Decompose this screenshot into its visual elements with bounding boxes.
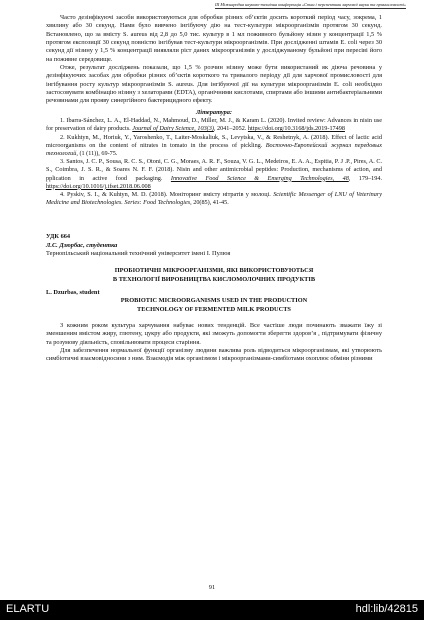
- reference-list: [46, 117, 382, 207]
- reference-item: 3. Santos, J. C. P., Sousa, R. C. S., Otoni, C. G., Moraes, A. R. F., Souza, V. G. L., Medeiros, E. A. A., Espitia, P. J .P., Pires, A. C. S., Coimbra, J. S. R., & Soares N. F. F. (2018). Nisin and other antimicrobial peptides: Production, mechanisms of action, and pplication in active food packaging. Innovative Food Science & Emerging Technologies, 48, 179–194. https://doi.org/10.1016/j.ifset.2018.06.008: [46, 158, 382, 190]
- literature-heading: Література:: [195, 108, 233, 116]
- main-paragraph-1: З кожним роком культура харчування набуває нових тенденцій. Все частіше люди починають зважати їжу зі зменшеним вмістом жиру, глютену, цукру або продукти, які зможуть допомогти зберегти здоров’я , підтримувати фізичну та розумову діяльність, сповільнювати процеси старіння.: [46, 322, 382, 346]
- author-en: L. Dzurbas, student: [46, 289, 100, 297]
- repository-footer-bar: [0, 600, 424, 620]
- page-number: 91: [208, 584, 216, 591]
- intro-paragraph-1: Часто дезінфікуючі засоби використовуються для обробки різних об’єктів досить короткий період часу, зокрема, 1 хвилину або 30 секунд. Нами було вивчено інгібуючу дію на тест-культури мікроорганізмів протягом 30 секунд. Встановлено, що за вмісту S. aureus від 2,8 до 5,0 тис. культур в 1 мл поживного бульйону нізин у концентрації 1,5 % протягом експозиції 30 секунд повністю інгібував тест-культури мікроорганізмів. При дослідженні штамів E. coli через 30 секунд дії нізину у 1,5 % концентрації виявляли ріст даних мікроорганізмів у досліджуваному бульйоні при пересіві його на поживне середовище.: [46, 14, 382, 63]
- article-title-en-line-2: TECHNOLOGY OF FERMENTED MILK PRODUCTS: [137, 305, 291, 313]
- article-title-ua-line-2: В ТЕХНОЛОГІЇ ВИРОБНИЦТВА КИСЛОМОЛОЧНИХ ПРОДУКТІВ: [112, 275, 316, 283]
- reference-journal: Scientific Messenger of LNU of Veterinary Medicine and Biotechnologies. Series: Food Technologies: [46, 190, 383, 207]
- repository-name: ELARTU: [6, 603, 50, 615]
- reference-item: 4. Pyskiv, S. I., & Kuhtyn, M. D. (2018). Моніторинг вмісту нітратів у молоці. Scientific Messenger of LNU of Veterinary Medicine and Biotechnologies. Series: Food Technologies, 20(85), 41-45.: [46, 190, 383, 207]
- reference-item: 1. Ibarra-Sánchez, L. A., El-Haddad, N., Mahmoud, D., Miller, M. J., & Karam L. (2020). Invited review: Advances in nisin use for preservation of dairy products. Journal of Dairy Science, 103(3), 2041–2052. https://doi.org/10.3168/jds.2019-17498: [46, 117, 382, 133]
- main-paragraph-2: Для забезпечення нормальної функції організму людини важлива роль відводиться мікроорганізмам, які утворюють симбіотичні взаємовідносини з ним. Взаємодія між організмом і мікроорганізмами-симбіотами охоплює обміни різними: [46, 347, 382, 363]
- document-body: [46, 14, 382, 364]
- reference-journal: Восточно-Европейский журнал передовых технологий: [46, 141, 383, 157]
- reference-item: 2. Kukhtyn, M., Horiuk, Y., Yaroshenko, T., Laiter-Moskaliuk, S., Levytska, V., & Reshetnyk, A. (2018). Effect of lactic acid microorganisms on the content of nitrates in tomato in the process of pickling. Восточно-Европейский журнал передовых технологий, (1 (11)), 69-75.: [46, 133, 383, 157]
- article-title-en-line-1: PROBIOTIC MICROORGANISMS USED IN THE PRODUCTION: [120, 297, 308, 305]
- running-header: III Міжнародна науково-технічна конференція «Стан і перспективи харчової науки та промисловості»: [214, 2, 406, 7]
- doi-link[interactable]: https://doi.org/10.1016/j.ifset.2018.06.008: [46, 182, 151, 190]
- reference-journal: Innovative Food Science & Emerging Technologies, 48: [170, 174, 349, 182]
- affiliation: Тернопільський національний технічний університет імені І. Пулюя: [46, 250, 231, 258]
- doi-link[interactable]: https://doi.org/10.3168/jds.2019-17498: [247, 125, 345, 133]
- author-ua: Л.С. Дзюрбас, студентка: [46, 241, 118, 249]
- article-title-ua-line-1: ПРОБІОТИЧНІ МІКРООРГАНІЗМИ, ЯКІ ВИКОРИСТОВУЮТЬСЯ: [114, 267, 314, 275]
- intro-paragraph-2: Отже, результат досліджень показали, що 1,5 % розчин нізину може бути використаний як діюча речовина у дезінфікуючих засобах для обробки різних об’єктів короткого та тривалого періоду дії для харчової промисловості для інгібування росту культур мікроорганізмів S. aureus. Для інгібуючої дії на культури мікроорганізмів E. coli необхідно застосовувати комбінацію нізину з хелаторами (EDTA), органічними кислотами, спиртами або іншими антибактеріальними речовинами для прояву синергійного бактерицидного ефекту.: [46, 64, 382, 105]
- udk-code: УДК 664: [46, 233, 71, 241]
- handle-id: hdl:lib/42815: [355, 603, 418, 615]
- reference-journal: Journal of Dairy Science, 103(3): [132, 125, 214, 133]
